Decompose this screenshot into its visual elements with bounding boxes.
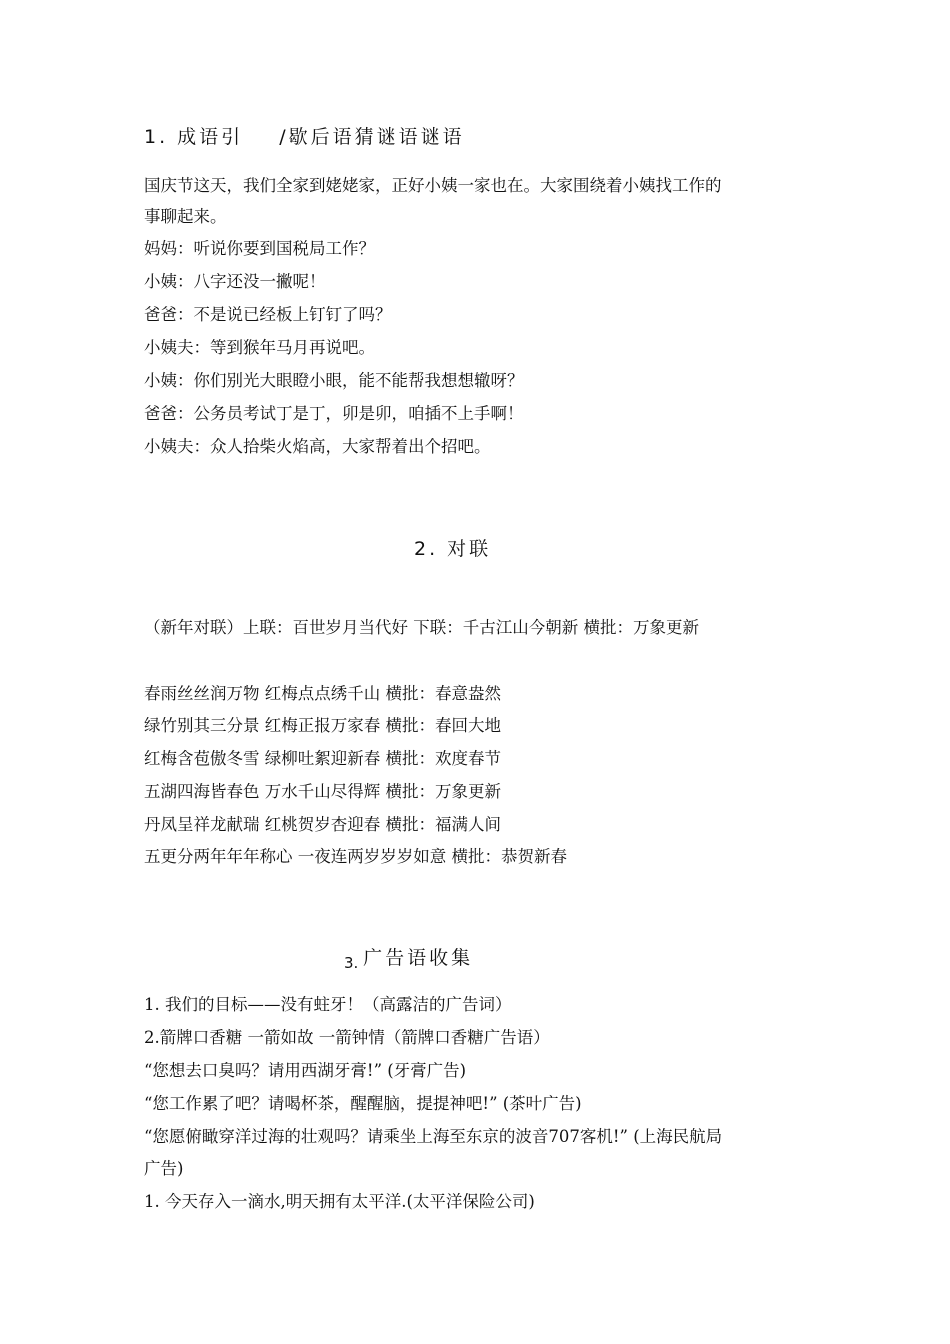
- section-1-number: 1.: [144, 126, 178, 148]
- section-2-intro: （新年对联）上联：百世岁月当代好 下联：千古江山今朝新 横批：万象更新: [144, 618, 699, 637]
- section-1-line: 小姨：你们别光大眼瞪小眼，能不能帮我想想辙呀？: [144, 371, 524, 390]
- section-2-line: 丹凤呈祥龙献瑞 红桃贺岁杏迎春 横批：福满人间: [144, 815, 501, 834]
- section-1-line: 小姨：八字还没一撇呢！: [144, 272, 326, 291]
- section-2-line: 红梅含苞傲冬雪 绿柳吐絮迎新春 横批：欢度春节: [144, 749, 501, 768]
- section-1-line: 妈妈：听说你要到国税局工作？: [144, 239, 375, 258]
- section-1-line: 事聊起来。: [144, 207, 227, 226]
- section-1-line: 小姨夫：等到猴年马月再说吧。: [144, 338, 375, 357]
- section-2-line: 春雨丝丝润万物 红梅点点绣千山 横批：春意盎然: [144, 684, 501, 703]
- section-2-title-text: 对联: [447, 538, 492, 560]
- section-3-line: 1. 我们的目标——没有蛀牙！（高露洁的广告词）: [144, 995, 512, 1014]
- section-1-line: 国庆节这天，我们全家到姥姥家，正好小姨一家也在。大家围绕着小姨找工作的: [144, 176, 722, 195]
- section-1-line: 爸爸：不是说已经板上钉钉了吗？: [144, 305, 392, 324]
- section-3-number: 3.: [344, 954, 364, 972]
- section-2-title: [414, 534, 491, 561]
- section-3-line: 1. 今天存入一滴水,明天拥有太平洋.(太平洋保险公司): [144, 1192, 535, 1211]
- section-3-line: “您工作累了吧？请喝杯茶，醒醒脑，提提神吧!” (茶叶广告): [144, 1094, 582, 1113]
- section-1-line: 爸爸：公务员考试丁是丁，卯是卯，咱插不上手啊！: [144, 404, 524, 423]
- section-3-line: 2.箭牌口香糖 一箭如故 一箭钟情（箭牌口香糖广告语）: [144, 1028, 550, 1047]
- section-3-line: “您想去口臭吗？请用西湖牙膏!” (牙膏广告): [144, 1061, 467, 1080]
- section-3-line: 广告): [144, 1159, 184, 1178]
- section-1-title: [144, 122, 465, 149]
- section-3-title-text: 广告语收集: [363, 947, 474, 969]
- section-2-line: 绿竹别其三分景 红梅正报万家春 横批：春回大地: [144, 716, 501, 735]
- section-3-line: “您愿俯瞰穿洋过海的壮观吗？请乘坐上海至东京的波音707客机!” (上海民航局: [144, 1127, 723, 1146]
- section-2-number: 2.: [414, 538, 448, 560]
- section-1-title-right: /歇后语猜谜语谜语: [279, 126, 465, 148]
- section-2-line: 五湖四海皆春色 万水千山尽得辉 横批：万象更新: [144, 782, 501, 801]
- section-1-line: 小姨夫：众人拾柴火焰高，大家帮着出个招吧。: [144, 437, 491, 456]
- section-2-line: 五更分两年年年称心 一夜连两岁岁岁如意 横批：恭贺新春: [144, 847, 567, 866]
- section-1-title-left: 成语引: [177, 126, 244, 148]
- section-3-title: [344, 943, 473, 972]
